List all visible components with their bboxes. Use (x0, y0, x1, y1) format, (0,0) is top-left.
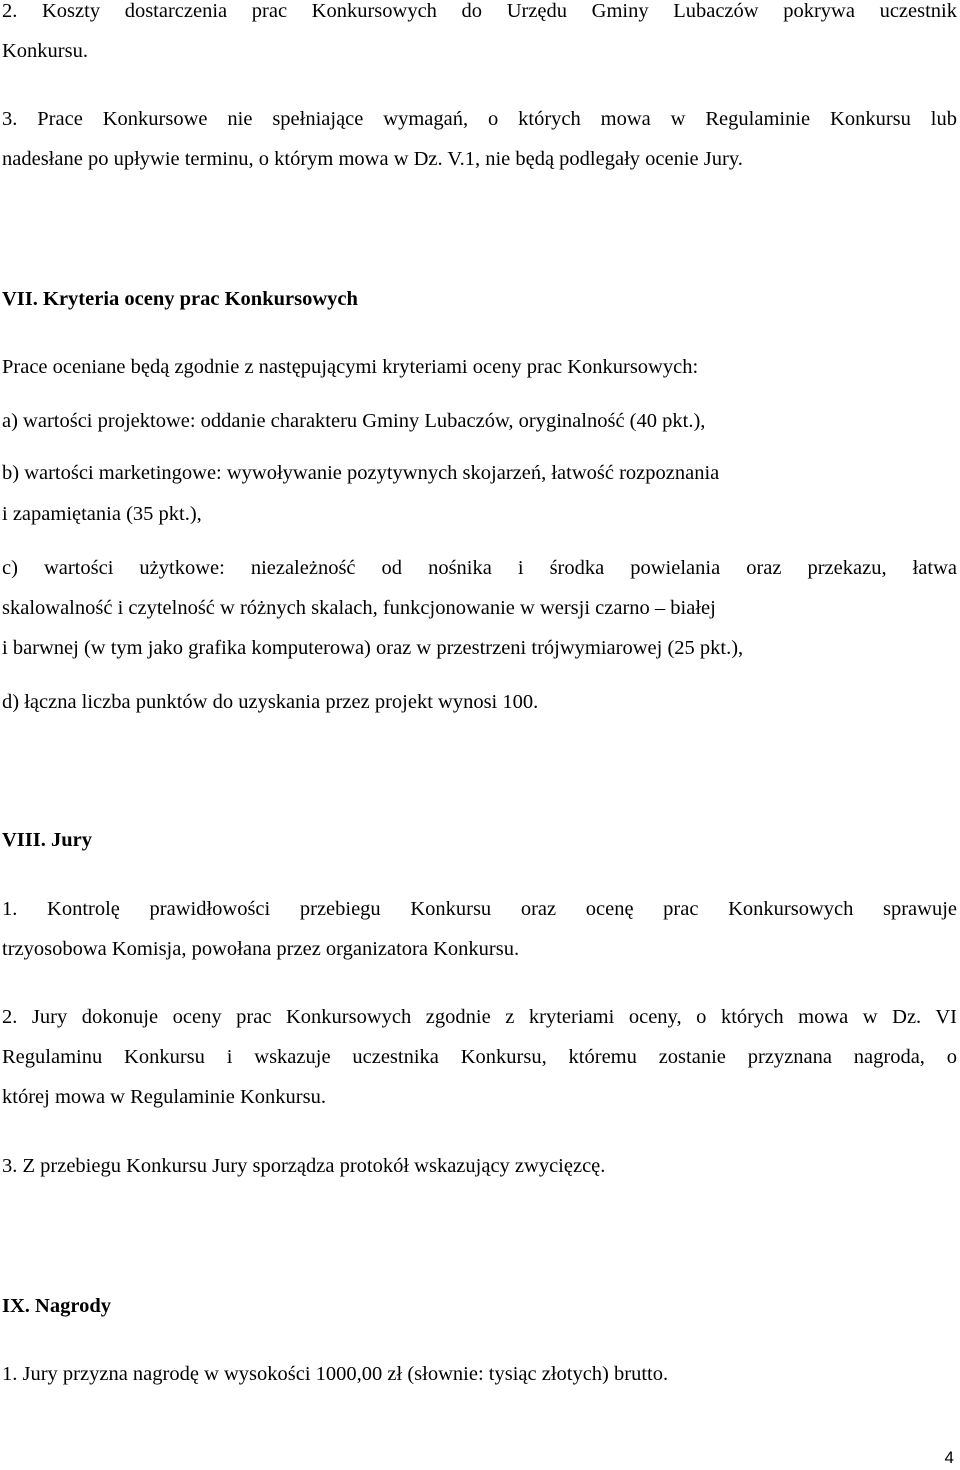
criterion-d: d) łączna liczba punktów do uzyskania przez projekt wynosi 100. (2, 691, 539, 713)
jury-paragraph-1-line-2: trzyosobowa Komisja, powołana przez organizatora Konkursu. (2, 938, 520, 960)
paragraph-3-line-1: 3. Prace Konkursowe nie spełniające wymagań, o których mowa w Regulaminie Konkursu lub (2, 108, 957, 130)
criterion-a: a) wartości projektowe: oddanie charakteru Gminy Lubaczów, oryginalność (40 pkt.), (2, 410, 706, 432)
criterion-c-line-2: skalowalność i czytelność w różnych skalach, funkcjonowanie w wersji czarno – białej (2, 597, 716, 619)
paragraph-2-line-2: Konkursu. (2, 40, 88, 62)
jury-paragraph-2-line-2: Regulaminu Konkursu i wskazuje uczestnika Konkursu, któremu zostanie przyznana nagroda, o (2, 1046, 957, 1068)
page-number: 4 (944, 1448, 954, 1467)
paragraph-3-line-2: nadesłane po upływie terminu, o którym mowa w Dz. V.1, nie będą podlegały ocenie Jury. (2, 148, 743, 170)
criterion-b-line-2: i zapamiętania (35 pkt.), (2, 503, 202, 525)
paragraph-2-line-1: 2. Koszty dostarczenia prac Konkursowych do Urzędu Gminy Lubaczów pokrywa uczestnik (2, 0, 957, 22)
section-viii-heading: VIII. Jury (2, 829, 92, 851)
criterion-b-line-1: b) wartości marketingowe: wywoływanie pozytywnych skojarzeń, łatwość rozpoznania (2, 462, 720, 484)
jury-paragraph-2-line-1: 2. Jury dokonuje oceny prac Konkursowych zgodnie z kryteriami oceny, o których mowa w Dz. VI (2, 1006, 957, 1028)
section-vii-heading: VII. Kryteria oceny prac Konkursowych (2, 288, 358, 310)
jury-paragraph-3: 3. Z przebiegu Konkursu Jury sporządza protokół wskazujący zwycięzcę. (2, 1155, 606, 1177)
criteria-intro: Prace oceniane będą zgodnie z następującymi kryteriami oceny prac Konkursowych: (2, 356, 699, 378)
prize-paragraph-1: 1. Jury przyzna nagrodę w wysokości 1000,00 zł (słownie: tysiąc złotych) brutto. (2, 1363, 669, 1385)
jury-paragraph-2-line-3: której mowa w Regulaminie Konkursu. (2, 1086, 326, 1108)
criterion-c-line-1: c) wartości użytkowe: niezależność od nośnika i środka powielania oraz przekazu, łatwa (2, 557, 957, 579)
criterion-c-line-3: i barwnej (w tym jako grafika komputerowa) oraz w przestrzeni trójwymiarowej (25 pkt.), (2, 637, 744, 659)
section-ix-heading: IX. Nagrody (2, 1295, 111, 1317)
jury-paragraph-1-line-1: 1. Kontrolę prawidłowości przebiegu Konkursu oraz ocenę prac Konkursowych sprawuje (2, 898, 957, 920)
